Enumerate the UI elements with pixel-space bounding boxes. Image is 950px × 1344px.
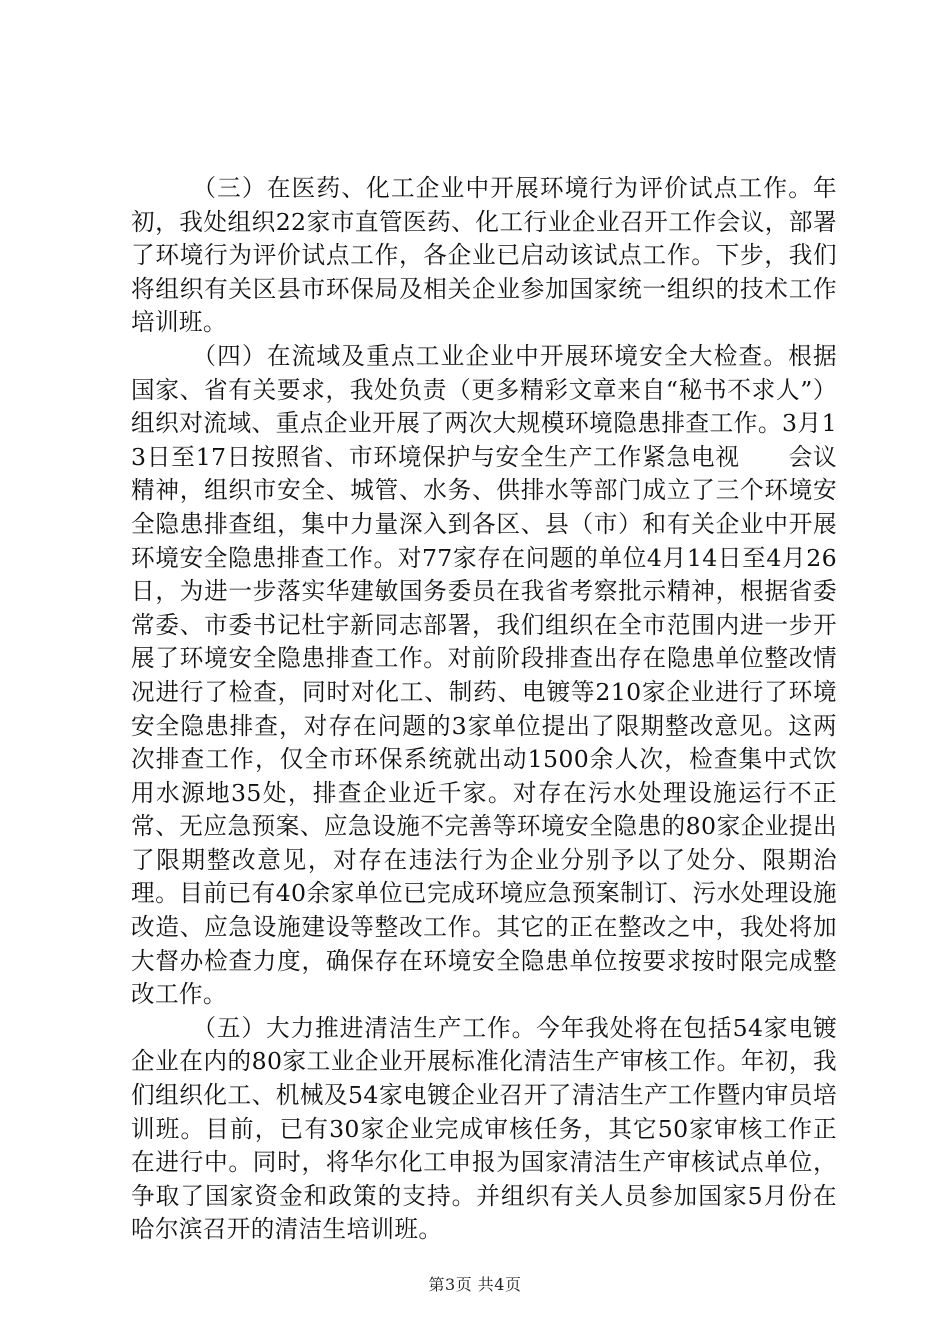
paragraph-section-5: （五）大力推进清洁生产工作。今年我处将在包括54家电镀企业在内的80家工业企业开展标准化清洁生产审核工作。年初，我们组织化工、机械及54家电镀企业召开了清洁生产工作暨内审员培训班。目前，已有30家企业完成审核任务，其它50家审核工作正在进行中。同时，将华尔化工申报为国家清洁生产审核试点单位，争取了国家资金和政策的支持。并组织有关人员参加国家5月份在哈尔滨召开的清洁生培训班。 [131,1013,837,1244]
paragraph-section-4: （四）在流域及重点工业企业中开展环境安全大检查。根据国家、省有关要求，我处负责（更多精彩文章来自“秘书不求人”）组织对流域、重点企业开展了两次大规模环境隐患排查工作。3月13日至17日按照省、市环境保护与安全生产工作紧急电视 会议精神，组织市安全、城管、水务、供排水等部门成立了三个环境安全隐患排查组，集中力量深入到各区、县（市）和有关企业中开展环境安全隐患排查工作。对77家存在问题的单位4月14日至4月26日，为进一步落实华建敏国务委员在我省考察批示精神，根据省委常委、市委书记杜宇新同志部署，我们组织在全市范围内进一步开展了环境安全隐患排查工作。对前阶段排查出存在隐患单位整改情况进行了检查，同时对化工、制药、电镀等210家企业进行了环境安全隐患排查，对存在问题的3家单位提出了限期整改意见。这两次排查工作，仅全市环保系统就出动1500余人次，检查集中式饮用水源地35处，排查企业近千家。对存在污水处理设施运行不正常、无应急预案、应急设施不完善等环境安全隐患的80家企业提出了限期整改意见，对存在违法行为企业分别予以了处分、限期治理。目前已有40余家单位已完成环境应急预案制订、污水处理设施改造、应急设施建设等整改工作。其它的正在整改之中，我处将加大督办检查力度，确保存在环境安全隐患单位按要求按时限完成整改工作。 [131,341,837,1009]
document-body [131,172,837,1247]
page-footer: 第3页 共4页 [428,1275,522,1294]
paragraph-section-3: （三）在医药、化工企业中开展环境行为评价试点工作。年初，我处组织22家市直管医药、化工行业企业召开工作会议，部署了环境行为评价试点工作，各企业已启动该试点工作。下步，我们将组织有关区县市环保局及相关企业参加国家统一组织的技术工作培训班。 [131,174,837,337]
